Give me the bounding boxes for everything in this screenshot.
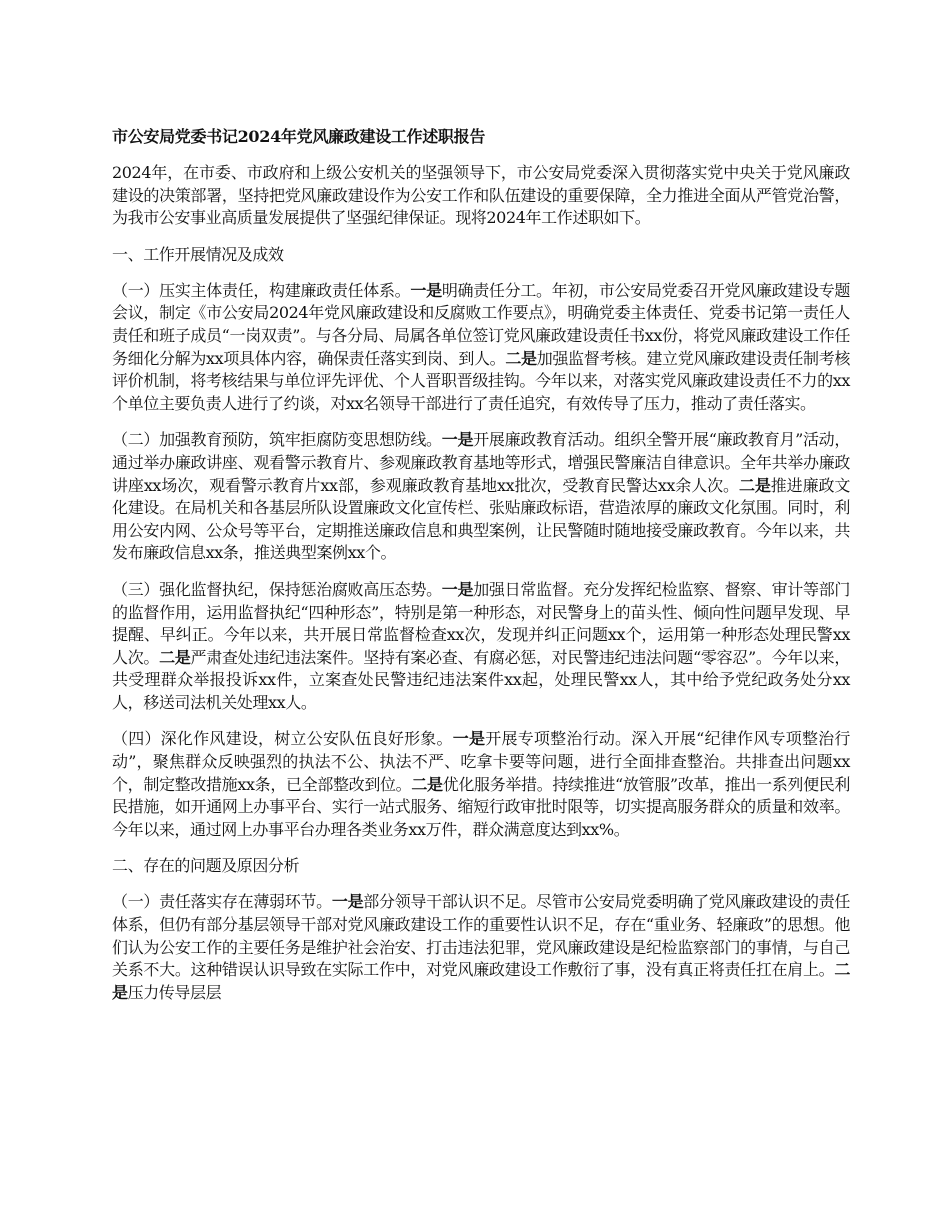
section-heading: 一、工作开展情况及成效 <box>112 244 284 264</box>
paragraph-text: 部分领导干部认识不足。尽管市公安局党委明确了党风廉政建设的责任体系，但仍有部分基层领导干部对党风廉政建设工作的重要性认识不足，存在“重业务、轻廉政”的思想。他们认为公安工作的主要任务是维护社会治安、打击违法犯罪，党风廉政建设是纪检监察部门的事情，与自己关系不大。这种错误认识导致在实际工作中，对党风廉政建设工作敷衍了事，没有真正将责任扛在肩上。 <box>112 892 851 980</box>
paragraph-text: 开展专项整治行动。深入开展“纪律作风专项整治行动”，聚焦群众反映强烈的执法不公、执法不严、吃拿卡要等问题，进行全面排查整治。共排查出问题xx个，制定整改措施xx条，已全部整改到位。 <box>112 729 851 794</box>
keyword: 一是 <box>452 729 486 749</box>
paragraph-text: 压力传导层层 <box>127 982 222 1002</box>
keyword: 一是 <box>410 280 442 300</box>
paragraph-text: 严肃查处违纪违法案件。坚持有案必查、有腐必惩，对民警违纪违法问题“零容忍”。今年以来，共受理群众举报投诉xx件，立案查处民警违纪违法案件xx起，处理民警xx人，其中给予党纪政务处分xx人，移送司法机关处理xx人。 <box>112 647 850 712</box>
intro-paragraph: 2024年，在市委、市政府和上级公安机关的坚强领导下，市公安局党委深入贯彻落实党中央关于党风廉政建设的决策部署，坚持把党风廉政建设作为公安工作和队伍建设的重要保障，全力推进全面从严管党治警，为我市公安事业高质量发展提供了坚强纪律保证。现将2024年工作述职如下。 <box>112 163 850 228</box>
paragraph-text: 加强日常监督。充分发挥纪检监察、督察、审计等部门的监督作用，运用监督执纪“四种形态”，特别是第一种形态，对民警身上的苗头性、倾向性问题早发现、早提醒、早纠正。今年以来，共开展日常监督检查xx次，发现并纠正问题xx个，运用第一种形态处理民警xx人次。 <box>112 579 851 667</box>
paragraph-text: 推进廉政文化建设。在局机关和各基层所队设置廉政文化宣传栏、张贴廉政标语，营造浓厚的廉政文化氛围。同时，利用公安内网、公众号等平台，定期推送廉政信息和典型案例，让民警随时随地接受廉政教育。今年以来，共发布廉政信息xx条，推送典型案例xx个。 <box>112 475 850 563</box>
keyword: 二是 <box>411 774 443 794</box>
keyword: 一是 <box>331 892 364 912</box>
keyword: 二是 <box>738 475 771 495</box>
paragraph-lead: （四）深化作风建设，树立公安队伍良好形象。 <box>112 729 453 749</box>
body-paragraph <box>112 579 850 715</box>
body-paragraph <box>112 429 850 565</box>
document-title: 市公安局党委书记2024年党风廉政建设工作述职报告 <box>112 127 486 146</box>
paragraph-text: 优化服务举措。持续推进“放管服”改革，推出一系列便民利民措施，如开通网上办事平台、实行一站式服务、缩短行政审批时限等，切实提高服务群众的质量和效率。今年以来，通过网上办事平台办理各类业务xx万件，群众满意度达到xx%。 <box>112 774 851 839</box>
paragraph-text: 加强监督考核。建立党风廉政建设责任制考核评价机制，将考核结果与单位评先评优、个人晋职晋级挂钩。今年以来，对落实党风廉政建设责任不力的xx个单位主要负责人进行了约谈，对xx名领导干部进行了责任追究，有效传导了压力，推动了责任落实。 <box>112 348 850 413</box>
section-heading: 二、存在的问题及原因分析 <box>112 856 300 876</box>
paragraph-lead: （二）加强教育预防，筑牢拒腐防变思想防线。 <box>112 430 442 450</box>
keyword: 二是 <box>112 960 850 1002</box>
paragraph-lead: （一）责任落实存在薄弱环节。 <box>112 892 332 912</box>
paragraph-text: 明确责任分工。年初，市公安局党委召开党风廉政建设专题会议，制定《市公安局2024年党风廉政建设和反腐败工作要点》，明确党委主体责任、党委书记第一责任人责任和班子成员“一岗双责”。与各分局、局属各单位签订党风廉政建设责任书xx份，将党风廉政建设工作任务细化分解为xx项具体内容，确保责任落实到岗、到人。 <box>112 280 851 368</box>
keyword: 一是 <box>441 579 474 599</box>
paragraph-lead: （三）强化监督执纪，保持惩治腐败高压态势。 <box>112 579 442 599</box>
paragraph-text: 开展廉政教育活动。组织全警开展“廉政教育月”活动，通过举办廉政讲座、观看警示教育片、参观廉政教育基地等形式，增强民警廉洁自律意识。全年共举办廉政讲座xx场次，观看警示教育片xx部，参观廉政教育基地xx批次，受教育民警达xx余人次。 <box>112 430 850 495</box>
keyword: 一是 <box>441 430 474 450</box>
paragraph-lead: （一）压实主体责任，构建廉政责任体系。 <box>112 280 411 300</box>
document-page <box>112 126 850 1018</box>
keyword: 二是 <box>159 647 191 667</box>
body-paragraph <box>112 891 850 1004</box>
body-paragraph <box>112 728 850 841</box>
body-paragraph <box>112 280 850 416</box>
keyword: 二是 <box>505 348 537 368</box>
